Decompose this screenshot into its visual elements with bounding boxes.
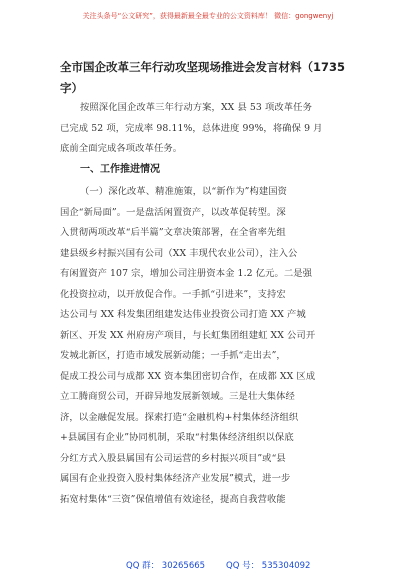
body-line: 国企“新局面”。一是盘活闲置资产，以改革促转型。深 <box>60 206 286 218</box>
qq-group-label: QQ 群： 30265665 <box>126 561 206 571</box>
intro-line: 底前全面完成各项改革任务。 <box>60 143 183 154</box>
document-title <box>60 57 356 99</box>
body-line: （一）深化改革、精准施策，以“新作为”构建国资 <box>80 186 288 197</box>
body-line: 促成工投公司与成都 XX 资本集团密切合作，在成都 XX 区成 <box>60 370 316 382</box>
body-line: 立工腾商贸公司，开辟异地发展新领域。三是壮大集体经 <box>60 391 295 402</box>
body-line: 拓宽村集体“三资”保值增值有效途径，提高自我营收能 <box>60 493 286 505</box>
body-line: 属国有企业投资入股村集体经济产业发展”模式，进一步 <box>60 473 291 484</box>
section-heading: 一、工作推进情况 <box>80 164 160 175</box>
qq-number-label: QQ 号： 535304092 <box>226 561 311 571</box>
body-line: 发城北新区，打造市域发展新动能；一手抓“走出去”， <box>60 350 286 361</box>
title-line-2: 字） <box>60 81 83 95</box>
body-line: 入贯彻两项改革“后半篇”文章决策部署，在全省率先组 <box>60 227 286 238</box>
intro-line: 已完成 52 项，完成率 98.11%，总体进度 99%，将确保 9 月 <box>60 122 323 134</box>
body-line: 化投资拉动，以开放促合作。一手抓“引进来”，支持宏 <box>60 288 286 300</box>
intro-paragraph <box>60 98 356 160</box>
body-line: 建县级乡村振兴国有公司（XX 丰现代农业公司），注入公 <box>60 247 298 259</box>
body-line: 达公司与 XX 科发集团组建发达伟业投资公司打造 XX 产城 <box>60 309 306 320</box>
body-paragraph <box>60 182 356 510</box>
title-line-1: 全市国企改革三年行动攻坚现场推进会发言材料（1735 <box>60 60 346 74</box>
intro-line: 按照深化国企改革三年行动方案，XX 县 53 项改革任务 <box>80 102 312 113</box>
header-banner: 关注头条号“公文研究”，获得最新最全最专业的公文资料库！ 微信：gongwenyj <box>82 12 334 20</box>
body-line: 济，以金融促发展。探索打造“金融机构+村集体经济组织 <box>60 411 299 423</box>
body-line: 新区、开发 XX 州府房产项目，与长虹集团组建虹 XX 公司开 <box>60 329 316 341</box>
body-line: +县属国有企业”协同机制，采取“村集体经济组织以保底 <box>60 432 294 443</box>
body-line: 有闲置资产 107 宗，增加公司注册资本金 1.2 亿元。二是强 <box>60 268 313 279</box>
body-line: 分红方式入股县属国有公司运营的乡村振兴项目”或“县 <box>60 452 286 464</box>
